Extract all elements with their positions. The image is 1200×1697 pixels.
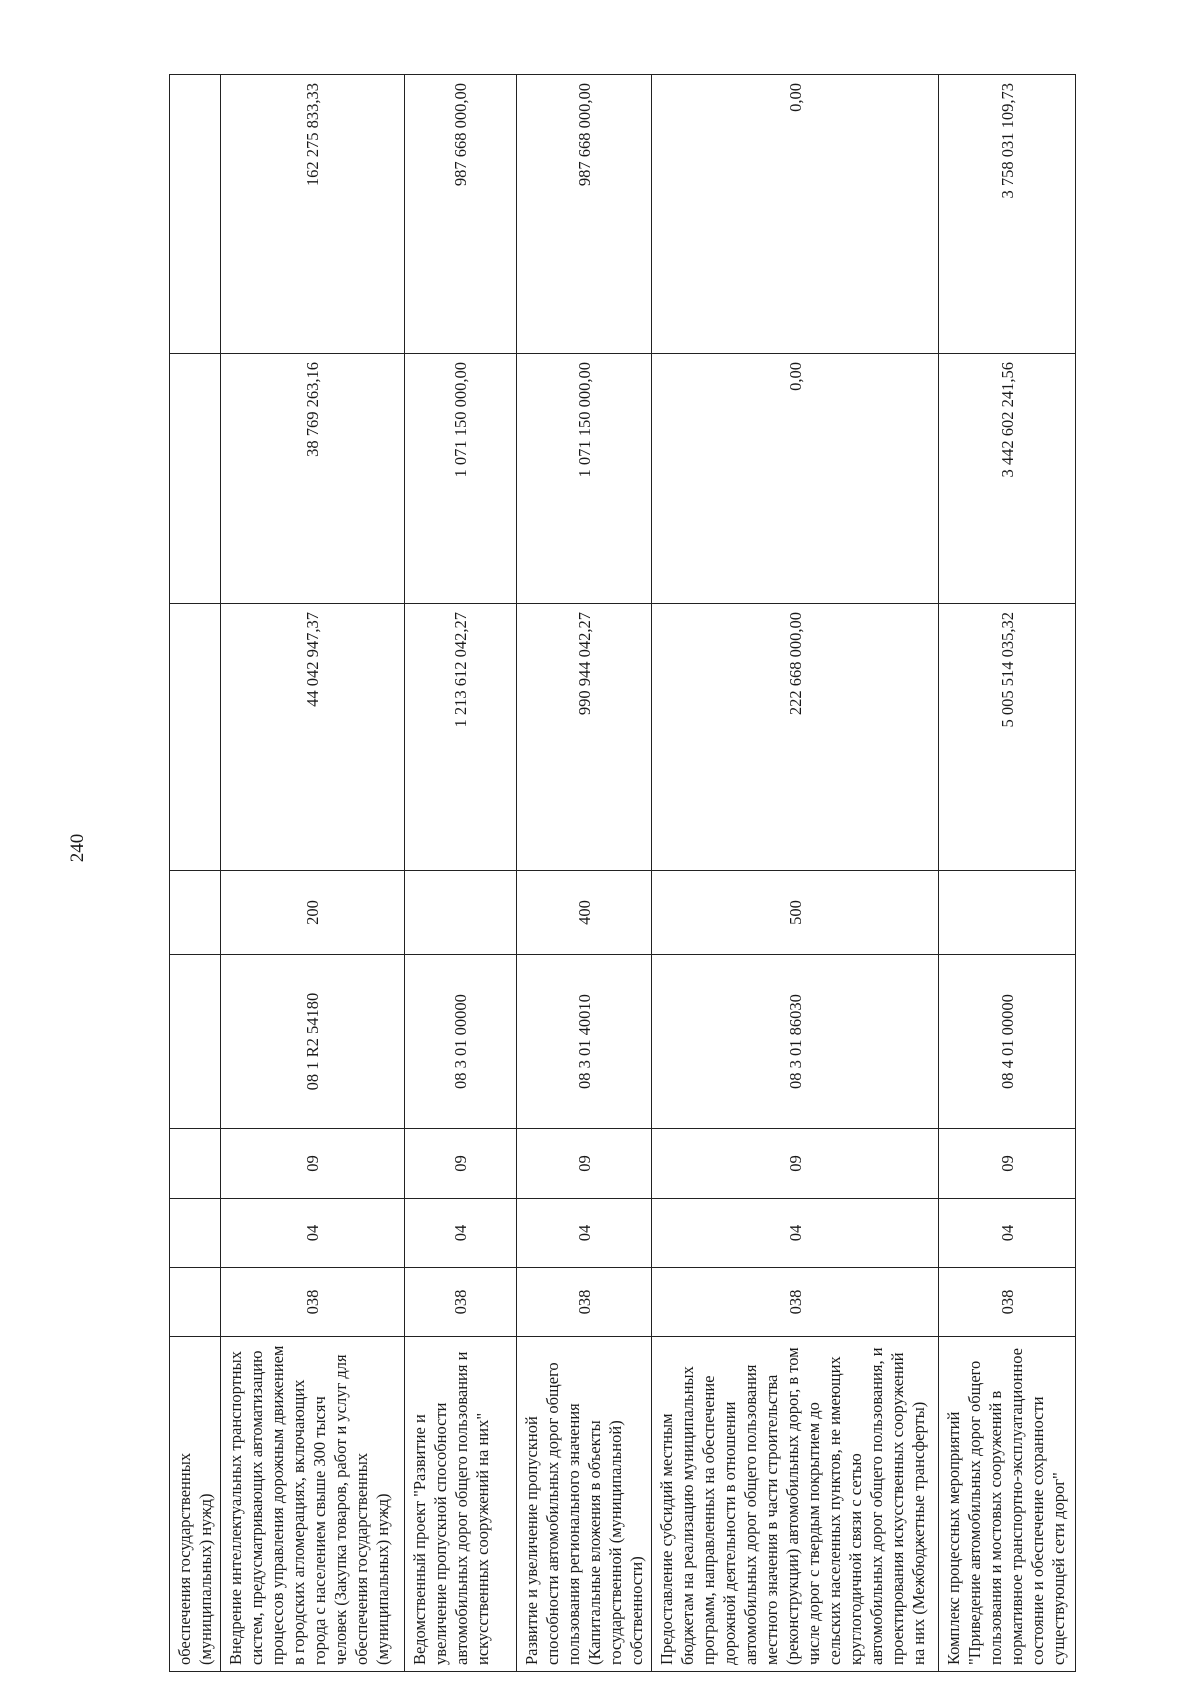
cell-amount-3: 162 275 833,33: [221, 75, 405, 354]
cell-subsection: [170, 1129, 221, 1199]
cell-amount-1: 990 944 042,27: [517, 604, 652, 871]
table-row: [405, 75, 517, 1672]
cell-ministry: 038: [652, 1268, 939, 1337]
table-row: [170, 75, 221, 1672]
cell-amount-2: 38 769 263,16: [221, 354, 405, 604]
cell-target-article: 08 3 01 40010: [517, 955, 652, 1129]
cell-amount-3: 987 668 000,00: [517, 75, 652, 354]
cell-section: 04: [652, 1199, 939, 1268]
cell-description: Предоставление субсидий местным бюджетам на реализацию муниципальных программ, направленных на обеспечение дорожной деятельности в отношении автомобильных дорог общего пользования местного значения в части строительства (реконструкции) автомобильных дорог, в том числе дорог с твердым покрытием до сельских населенных пунктов, не имеющих круглогодичной связи с сетью автомобильных дорог общего пользования, и проектирования искусственных сооружений на них (Межбюджетные трансферты): [652, 1337, 939, 1672]
cell-section: 04: [405, 1199, 517, 1268]
cell-section: 04: [517, 1199, 652, 1268]
cell-ministry: 038: [517, 1268, 652, 1337]
table-row: [221, 75, 405, 1672]
cell-expense-type: 500: [652, 871, 939, 955]
cell-expense-type: [405, 871, 517, 955]
cell-target-article: 08 3 01 00000: [405, 955, 517, 1129]
cell-subsection: 09: [405, 1129, 517, 1199]
cell-expense-type: [939, 871, 1076, 955]
cell-amount-3: 0,00: [652, 75, 939, 354]
cell-section: 04: [939, 1199, 1076, 1268]
cell-amount-3: [170, 75, 221, 354]
budget-table-rotated: [169, 75, 1068, 1672]
cell-subsection: 09: [517, 1129, 652, 1199]
cell-ministry: 038: [221, 1268, 405, 1337]
cell-ministry: 038: [939, 1268, 1076, 1337]
cell-amount-3: 987 668 000,00: [405, 75, 517, 354]
cell-subsection: 09: [939, 1129, 1076, 1199]
table-row: [652, 75, 939, 1672]
cell-amount-1: 5 005 514 035,32: [939, 604, 1076, 871]
cell-target-article: [170, 955, 221, 1129]
cell-amount-3: 3 758 031 109,73: [939, 75, 1076, 354]
cell-section: [170, 1199, 221, 1268]
cell-expense-type: 200: [221, 871, 405, 955]
table-row: [517, 75, 652, 1672]
cell-amount-2: [170, 354, 221, 604]
cell-amount-2: 1 071 150 000,00: [517, 354, 652, 604]
cell-section: 04: [221, 1199, 405, 1268]
cell-subsection: 09: [221, 1129, 405, 1199]
cell-amount-2: 1 071 150 000,00: [405, 354, 517, 604]
cell-ministry: 038: [405, 1268, 517, 1337]
cell-description: обеспечения государственных (муниципальных) нужд): [170, 1337, 221, 1672]
cell-description: Внедрение интеллектуальных транспортных систем, предусматривающих автоматизацию процессов управления дорожным движением в городских агломерациях, включающих города с населением свыше 300 тысяч человек (Закупка товаров, работ и услуг для обеспечения государственных (муниципальных) нужд): [221, 1337, 405, 1672]
cell-amount-1: 1 213 612 042,27: [405, 604, 517, 871]
cell-description: Ведомственный проект "Развитие и увеличение пропускной способности автомобильных дорог общего пользования и искусственных сооружений на них": [405, 1337, 517, 1672]
page-number: 240: [67, 833, 88, 863]
cell-ministry: [170, 1268, 221, 1337]
cell-expense-type: [170, 871, 221, 955]
cell-subsection: 09: [652, 1129, 939, 1199]
budget-table: [169, 74, 1076, 1672]
cell-description: Комплекс процессных мероприятий "Приведение автомобильных дорог общего пользования и мостовых сооружений в нормативное транспортно-эксплуатационное состояние и обеспечение сохранности существующей сети дорог": [939, 1337, 1076, 1672]
cell-amount-2: 0,00: [652, 354, 939, 604]
table-row: [939, 75, 1076, 1672]
cell-target-article: 08 3 01 86030: [652, 955, 939, 1129]
cell-amount-1: [170, 604, 221, 871]
cell-amount-2: 3 442 602 241,56: [939, 354, 1076, 604]
cell-amount-1: 44 042 947,37: [221, 604, 405, 871]
cell-target-article: 08 4 01 00000: [939, 955, 1076, 1129]
cell-target-article: 08 1 R2 54180: [221, 955, 405, 1129]
cell-expense-type: 400: [517, 871, 652, 955]
cell-amount-1: 222 668 000,00: [652, 604, 939, 871]
cell-description: Развитие и увеличение пропускной способности автомобильных дорог общего пользования регионального значения (Капитальные вложения в объекты государственной (муниципальной) собственности): [517, 1337, 652, 1672]
